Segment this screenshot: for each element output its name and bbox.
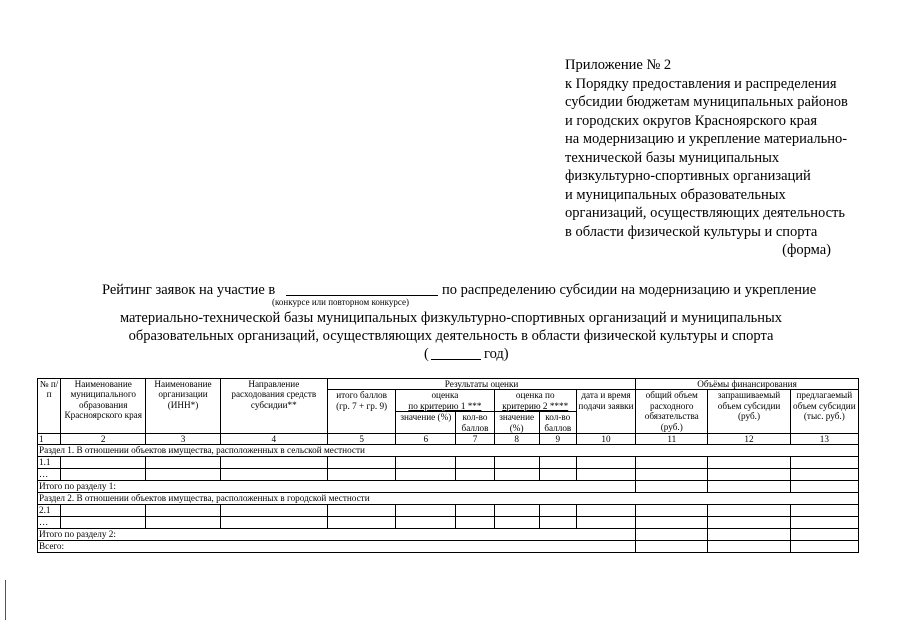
column-number: 1 <box>38 434 61 445</box>
header-municipality: Наименование муниципального образования Красноярского края <box>61 379 146 434</box>
appendix-line: к Порядку предоставления и распределения <box>565 75 837 92</box>
appendix-line: и городских округов Красноярского края <box>565 112 818 129</box>
table-cell <box>456 469 494 481</box>
header-value-1: значение (%) <box>396 412 456 434</box>
table-cell <box>396 457 456 469</box>
table-row <box>38 469 859 481</box>
column-number: 11 <box>636 434 708 445</box>
table-cell <box>456 517 494 529</box>
section-1-row <box>38 445 859 457</box>
table-cell <box>61 457 146 469</box>
rating-table <box>37 378 859 553</box>
table-cell <box>790 541 858 553</box>
table-cell <box>61 469 146 481</box>
appendix-line: технической базы муниципальных <box>565 149 780 166</box>
subtotal-2-label: Итого по разделу 2: <box>38 529 636 541</box>
column-number: 6 <box>396 434 456 445</box>
table-cell <box>636 529 708 541</box>
table-cell <box>328 505 396 517</box>
table-cell <box>328 517 396 529</box>
table-cell <box>576 517 635 529</box>
heading-post: по распределению субсидии на модернизацию и укрепление <box>442 282 817 298</box>
section-2-row <box>38 493 859 505</box>
column-number: 3 <box>146 434 220 445</box>
header-criterion-1 <box>396 390 494 412</box>
table-cell <box>708 505 790 517</box>
header-criterion-2-a: оценка по <box>515 390 555 401</box>
column-number: 8 <box>494 434 539 445</box>
year-blank-line <box>431 359 481 360</box>
section-2-title: Раздел 2. В отношении объектов имущества, расположенных в городской местности <box>38 493 859 505</box>
table-cell <box>539 469 576 481</box>
table-cell <box>396 505 456 517</box>
table-cell <box>61 517 146 529</box>
table-cell <box>790 469 858 481</box>
table-cell <box>456 505 494 517</box>
row-number: 2.1 <box>38 505 61 517</box>
table-row <box>38 517 859 529</box>
header-proposed: предлагаемый объем субсидии (тыс. руб.) <box>790 390 858 434</box>
header-results: Результаты оценки <box>328 379 636 390</box>
table-cell <box>539 505 576 517</box>
table-cell <box>396 517 456 529</box>
column-number: 12 <box>708 434 790 445</box>
table-cell <box>708 517 790 529</box>
table-cell <box>636 481 708 493</box>
table-cell <box>708 529 790 541</box>
year-close: год) <box>484 346 509 362</box>
heading-line-3: образовательных организаций, осуществляющих деятельность в области физической культуры и спорта <box>128 328 774 344</box>
header-points-2: кол-во баллов <box>539 412 576 434</box>
table-row <box>38 505 859 517</box>
subtotal-1-row <box>38 481 859 493</box>
column-number: 9 <box>539 434 576 445</box>
appendix-block <box>565 56 875 260</box>
table-cell <box>790 529 858 541</box>
grand-total-label: Всего: <box>38 541 636 553</box>
table-cell <box>790 517 858 529</box>
table-cell <box>539 517 576 529</box>
table-cell <box>494 517 539 529</box>
table-cell <box>328 457 396 469</box>
table-cell <box>636 541 708 553</box>
heading-pre: Рейтинг заявок на участие в <box>102 282 276 298</box>
table-cell <box>708 481 790 493</box>
table-cell <box>146 517 220 529</box>
column-number: 13 <box>790 434 858 445</box>
table-cell <box>61 505 146 517</box>
table-cell <box>576 469 635 481</box>
table-cell <box>494 457 539 469</box>
table-cell <box>636 517 708 529</box>
appendix-line: и муниципальных образовательных <box>565 186 786 203</box>
header-row-1 <box>38 379 859 390</box>
section-1-title: Раздел 1. В отношении объектов имущества, расположенных в сельской местности <box>38 445 859 457</box>
header-direction: Направление расходования средств субсидии** <box>220 379 327 434</box>
header-value-2: значение (%) <box>494 412 539 434</box>
form-label: (форма) <box>782 242 831 258</box>
header-points-1: кол-во баллов <box>456 412 494 434</box>
table-cell <box>708 469 790 481</box>
table-cell <box>220 457 327 469</box>
appendix-line: в области физической культуры и спорта <box>565 223 818 240</box>
table-cell <box>708 541 790 553</box>
scan-margin-mark <box>5 580 6 620</box>
table-cell <box>146 457 220 469</box>
row-ellipsis: … <box>38 469 61 481</box>
contest-blank-line <box>286 295 438 296</box>
table-cell <box>790 505 858 517</box>
table-cell <box>576 505 635 517</box>
table-cell <box>636 505 708 517</box>
year-open: ( <box>424 346 429 362</box>
table-cell <box>790 481 858 493</box>
header-funding: Объёмы финансирования <box>636 379 859 390</box>
table-cell <box>146 469 220 481</box>
table-cell <box>494 505 539 517</box>
table-cell <box>494 469 539 481</box>
appendix-line: Приложение № 2 <box>565 57 672 73</box>
header-criterion-2-b: критерию 2 **** <box>502 400 569 411</box>
appendix-line: организаций, осуществляющих деятельность <box>565 205 845 221</box>
header-organization: Наименование организации (ИНН*) <box>146 379 220 434</box>
table-cell <box>146 505 220 517</box>
table-cell <box>396 469 456 481</box>
column-number: 5 <box>328 434 396 445</box>
column-number: 10 <box>576 434 635 445</box>
header-total-expense: общий объем расходного обязательства (руб.) <box>636 390 708 434</box>
header-criterion-2 <box>494 390 576 412</box>
table-cell <box>576 457 635 469</box>
header-total-score: итого баллов (гр. 7 + гр. 9) <box>328 390 396 434</box>
table-cell <box>636 469 708 481</box>
table-cell <box>636 457 708 469</box>
column-number: 4 <box>220 434 327 445</box>
table-cell <box>456 457 494 469</box>
header-criterion-1-a: оценка <box>431 390 459 401</box>
column-number-row <box>38 434 859 445</box>
table-cell <box>220 505 327 517</box>
header-number: № п/п <box>38 379 61 434</box>
table-cell <box>539 457 576 469</box>
blank-note: (конкурсе или повторном конкурсе) <box>272 297 410 307</box>
table-row <box>38 457 859 469</box>
subtotal-2-row <box>38 529 859 541</box>
subtotal-1-label: Итого по разделу 1: <box>38 481 636 493</box>
table-cell <box>790 457 858 469</box>
table-cell <box>220 517 327 529</box>
column-number: 2 <box>61 434 146 445</box>
row-ellipsis: … <box>38 517 61 529</box>
appendix-line: субсидии бюджетам муниципальных районов <box>565 94 848 110</box>
header-requested: запрашиваемый объем субсидии (руб.) <box>708 390 790 434</box>
appendix-line: физкультурно-спортивных организаций <box>565 168 811 184</box>
appendix-line: на модернизацию и укрепление материально- <box>565 131 848 147</box>
grand-total-row <box>38 541 859 553</box>
header-datetime: дата и время подачи заявки <box>576 390 635 434</box>
table-cell <box>220 469 327 481</box>
header-criterion-1-b: по критерию 1 *** <box>408 400 482 411</box>
column-number: 7 <box>456 434 494 445</box>
table-cell <box>708 457 790 469</box>
heading-line-2: материально-технической базы муниципальных физкультурно-спортивных организаций и муниципальных <box>119 310 783 326</box>
row-number: 1.1 <box>38 457 61 469</box>
table-cell <box>328 469 396 481</box>
